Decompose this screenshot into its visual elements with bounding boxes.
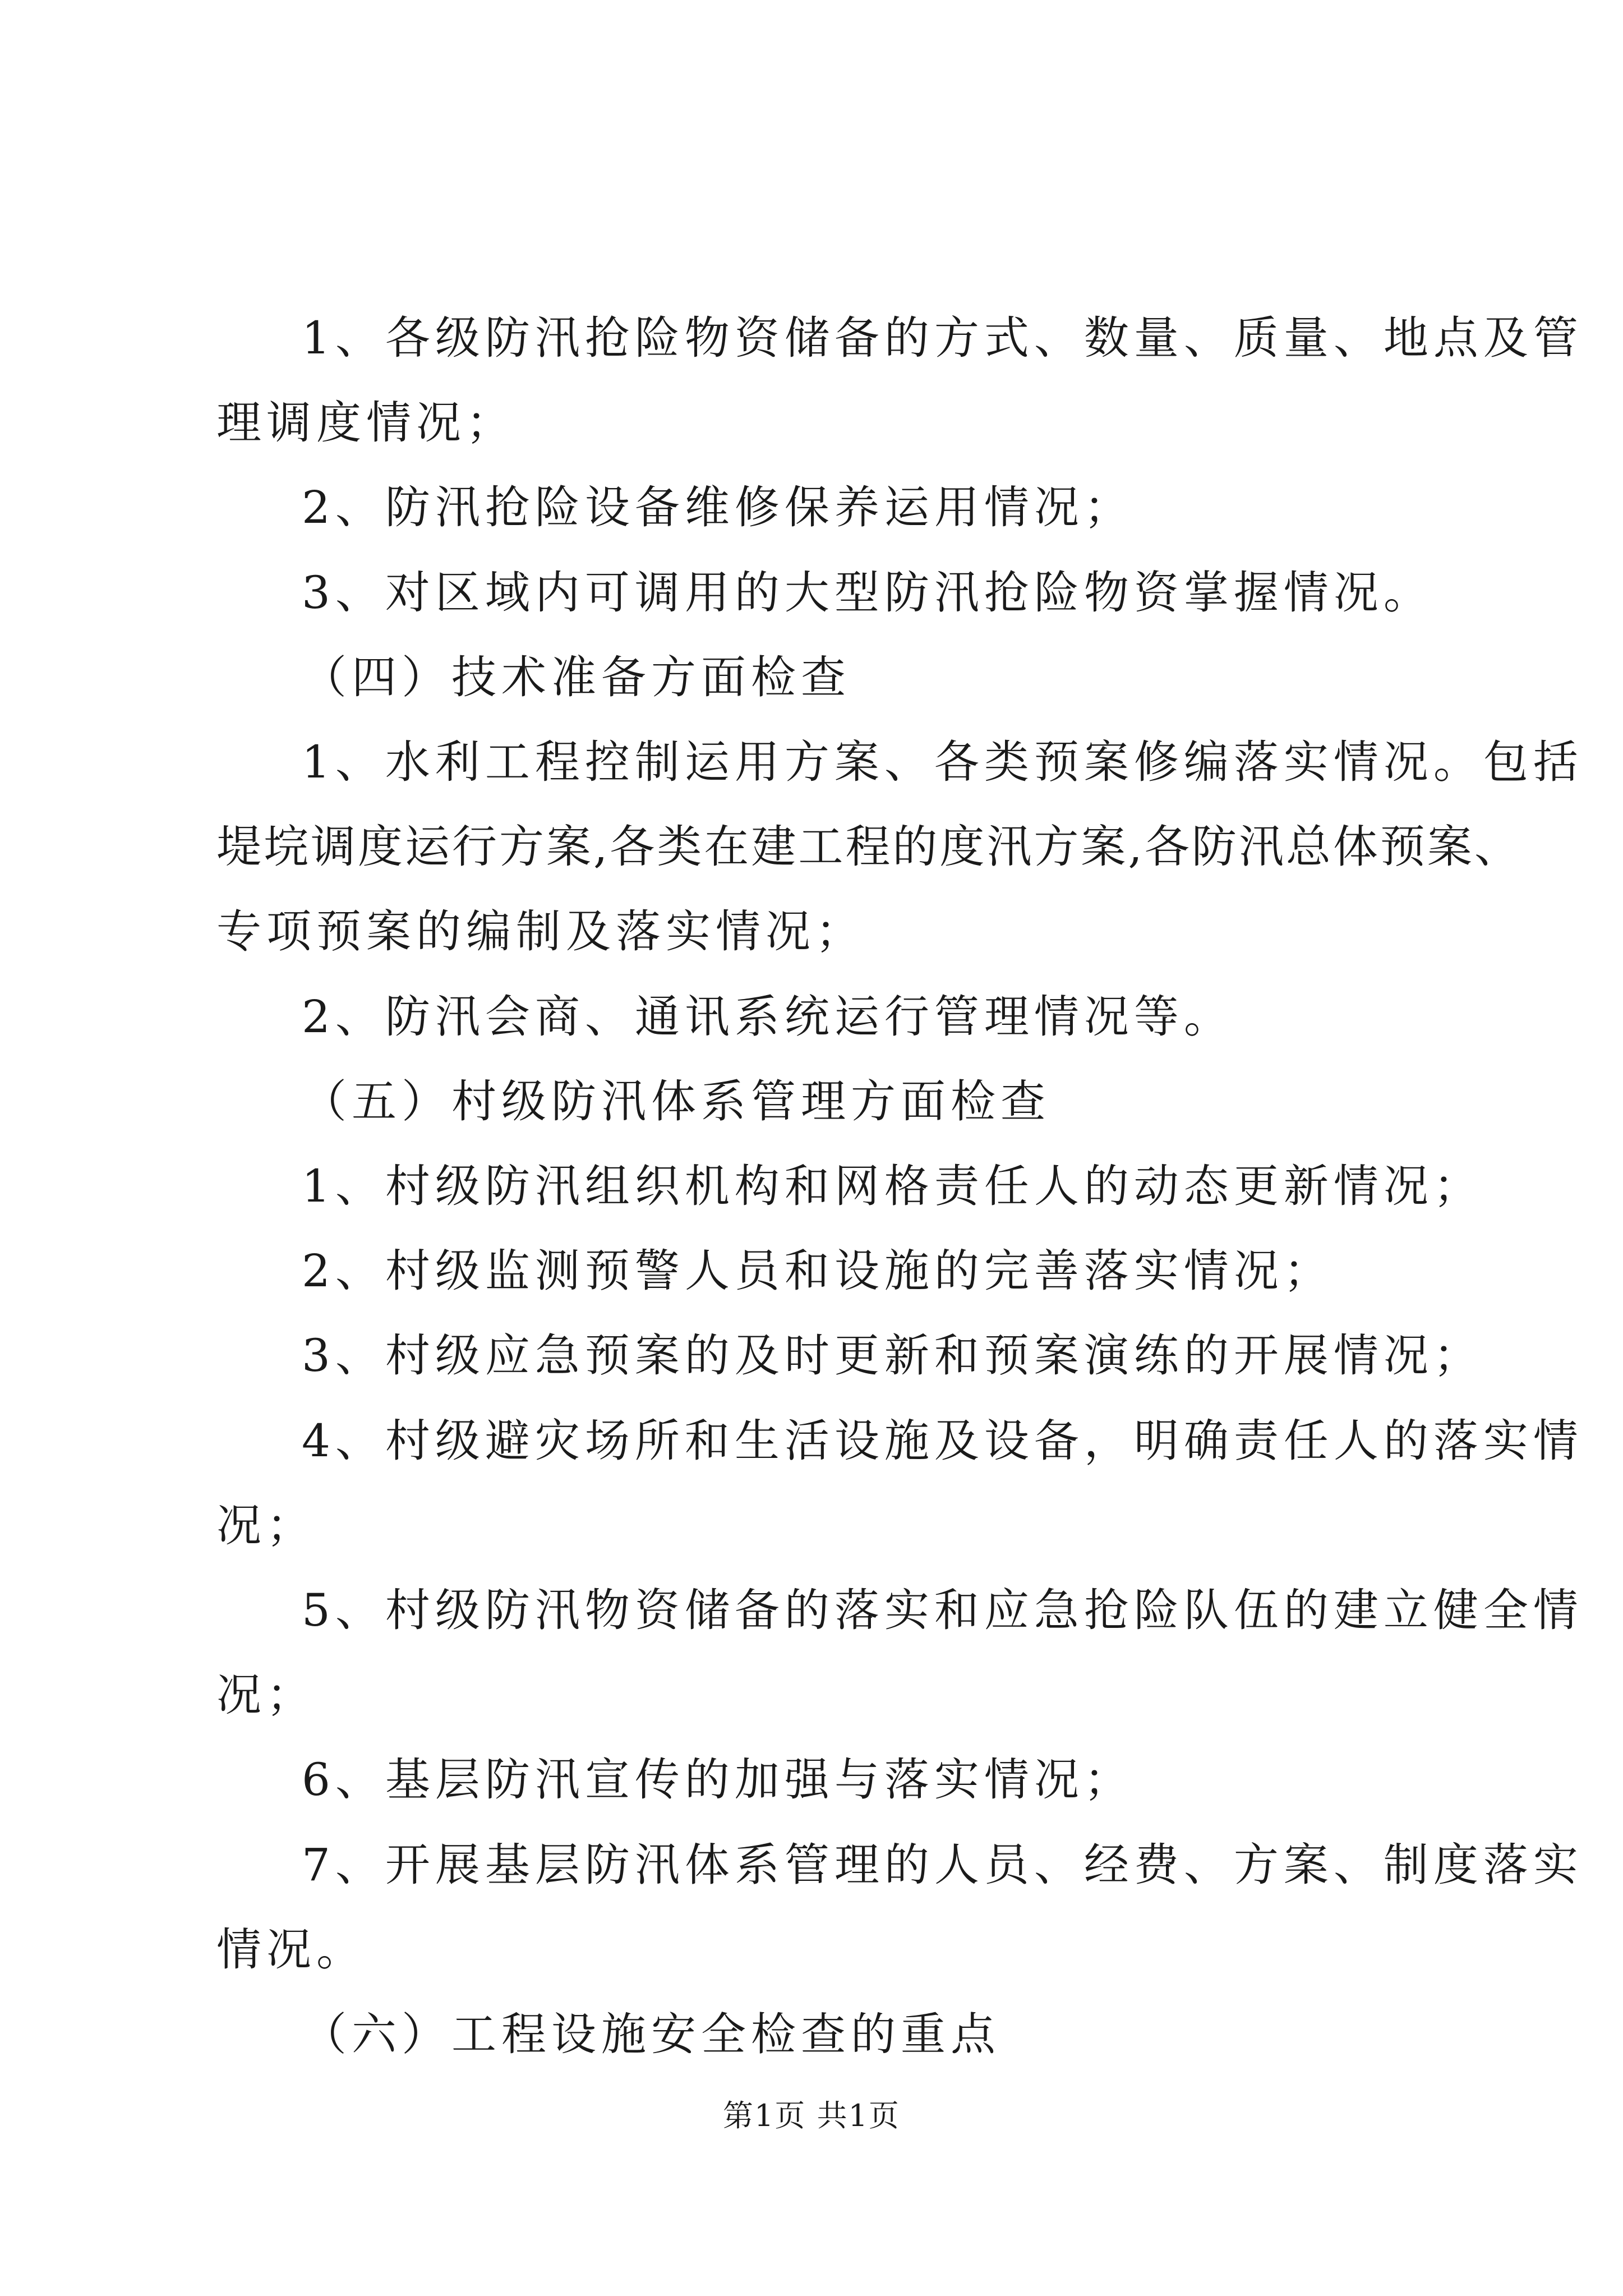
paragraph-line: 7、开展基层防汛体系管理的人员、经费、方案、制度落实	[302, 1839, 1583, 1891]
paragraph-line: 2、防汛会商、通讯系统运行管理情况等。	[302, 991, 1234, 1043]
paragraph-line: 3、村级应急预案的及时更新和预案演练的开展情况；	[302, 1329, 1483, 1382]
paragraph-line: 1、村级防汛组织机构和网格责任人的动态更新情况；	[302, 1160, 1483, 1212]
page-footer: 第1页 共1页	[723, 2098, 900, 2133]
section-heading: （五）村级防汛体系管理方面检查	[302, 1075, 1050, 1128]
paragraph-line: 5、村级防汛物资储备的落实和应急抢险队伍的建立健全情	[302, 1584, 1583, 1636]
paragraph-line: 2、防汛抢险设备维修保养运用情况；	[302, 481, 1134, 533]
section-heading: （四）技术准备方面检查	[302, 651, 851, 703]
paragraph-line: 3、对区域内可调用的大型防汛抢险物资掌握情况。	[302, 567, 1433, 619]
paragraph-line: 1、各级防汛抢险物资储备的方式、数量、质量、地点及管	[302, 312, 1583, 364]
paragraph-line: 堤垸调度运行方案,各类在建工程的度汛方案,各防汛总体预案、	[216, 821, 1521, 873]
paragraph-line: 况；	[216, 1669, 316, 1721]
paragraph-line: 6、基层防汛宣传的加强与落实情况；	[302, 1754, 1134, 1806]
paragraph-line: 况；	[216, 1499, 316, 1552]
paragraph-line: 情况。	[216, 1924, 366, 1976]
section-heading: （六）工程设施安全检查的重点	[302, 2008, 1000, 2060]
paragraph-line: 4、村级避灾场所和生活设施及设备，明确责任人的落实情	[302, 1415, 1583, 1467]
paragraph-line: 1、水利工程控制运用方案、各类预案修编落实情况。包括	[302, 736, 1583, 788]
paragraph-line: 2、村级监测预警人员和设施的完善落实情况；	[302, 1245, 1334, 1297]
paragraph-line: 专项预案的编制及落实情况；	[216, 905, 865, 958]
paragraph-line: 理调度情况；	[216, 397, 516, 449]
